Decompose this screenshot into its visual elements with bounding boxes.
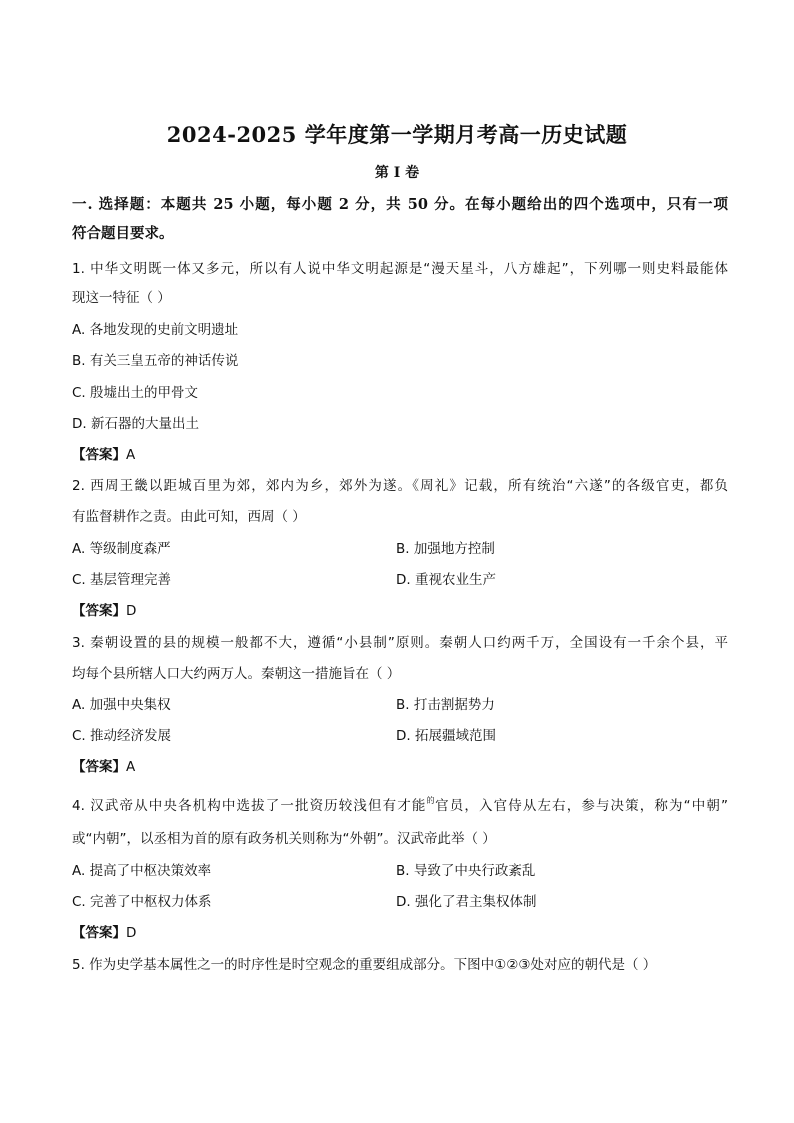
q4-superscript-char: 的 <box>426 796 436 805</box>
q4-options-row-2 <box>72 892 728 912</box>
q2-options-row-1 <box>72 539 728 559</box>
q1-answer <box>72 445 728 465</box>
q4-option-b: B. 导致了中央行政紊乱 <box>396 863 536 879</box>
q4-stem-line-2: 或“内朝”，以丞相为首的原有政务机关则称为“外朝”。汉武帝此举（ ） <box>72 831 496 847</box>
q2-answer <box>72 601 728 621</box>
answer-label: 【答案】 <box>72 603 126 619</box>
q1-stem-line-1: 1. 中华文明既一体又多元，所以有人说中华文明起源是“漫天星斗，八方雄起”，下列哪一则史料最能体 <box>72 261 728 277</box>
q1-option-c: C. 殷墟出土的甲骨文 <box>72 385 199 401</box>
q3-option-c: C. 推动经济发展 <box>72 728 172 744</box>
q4-answer <box>72 923 728 943</box>
q4-stem-line-1 <box>72 796 728 818</box>
q2-option-d: D. 重视农业生产 <box>396 572 496 588</box>
q4-option-d: D. 强化了君主集权体制 <box>396 894 537 910</box>
q1-stem-line-2: 现这一特征（ ） <box>72 290 171 306</box>
q2-stem-line-1: 2. 西周王畿以距城百里为郊，郊内为乡，郊外为遂。《周礼》记载，所有统治“六遂”的各级官吏，都负 <box>72 478 728 494</box>
section-instructions <box>72 190 728 248</box>
q1-option-d: D. 新石器的大量出土 <box>72 416 199 432</box>
exam-title: 2024-2025 学年度第一学期月考高一历史试题 <box>166 122 628 147</box>
q3-options-row-1 <box>72 695 728 715</box>
q3-option-a: A. 加强中央集权 <box>72 697 171 713</box>
q4-stem-part-2: 官员，入官侍从左右，参与决策，称为“中朝” <box>435 798 728 814</box>
answer-value: D <box>126 603 137 619</box>
q4-option-c: C. 完善了中枢权力体系 <box>72 894 212 910</box>
answer-value: A <box>126 759 136 775</box>
q3-options-row-2 <box>72 726 728 746</box>
q2-options-row-2 <box>72 570 728 590</box>
q3-stem-line-1: 3. 秦朝设置的县的规模一般都不大，遵循“小县制”原则。秦朝人口约两千万，全国设有一千余个县，平 <box>72 635 728 651</box>
section-line-1: 一. 选择题：本题共 25 小题，每小题 2 分，共 50 分。在每小题给出的四个选项中，只有一项 <box>72 196 728 213</box>
section-line-2: 符合题目要求。 <box>72 225 174 242</box>
answer-value: A <box>126 447 136 463</box>
q5-stem-line-1: 5. 作为史学基本属性之一的时序性是时空观念的重要组成部分。下图中①②③处对应的朝代是（ ） <box>72 957 657 973</box>
q1-option-b: B. 有关三皇五帝的神话传说 <box>72 353 239 369</box>
answer-label: 【答案】 <box>72 447 126 463</box>
q3-stem-line-2: 均每个县所辖人口大约两万人。秦朝这一措施旨在（ ） <box>72 666 401 682</box>
q2-option-a: A. 等级制度森严 <box>72 541 171 557</box>
q1-option-a: A. 各地发现的史前文明遗址 <box>72 322 239 338</box>
answer-label: 【答案】 <box>72 759 126 775</box>
q3-option-d: D. 拓展疆域范围 <box>396 728 496 744</box>
q4-options-row-1 <box>72 861 728 881</box>
answer-label: 【答案】 <box>72 925 126 941</box>
q4-stem-part-1: 4. 汉武帝从中央各机构中选拔了一批资历较浅但有才能 <box>72 798 427 814</box>
volume-label: 第 I 卷 <box>374 165 420 181</box>
answer-value: D <box>126 925 137 941</box>
q3-option-b: B. 打击割据势力 <box>396 697 495 713</box>
q2-option-b: B. 加强地方控制 <box>396 541 495 557</box>
q2-option-c: C. 基层管理完善 <box>72 572 172 588</box>
q3-answer <box>72 757 728 777</box>
q2-stem-line-2: 有监督耕作之责。由此可知，西周（ ） <box>72 509 306 525</box>
q4-option-a: A. 提高了中枢决策效率 <box>72 863 212 879</box>
